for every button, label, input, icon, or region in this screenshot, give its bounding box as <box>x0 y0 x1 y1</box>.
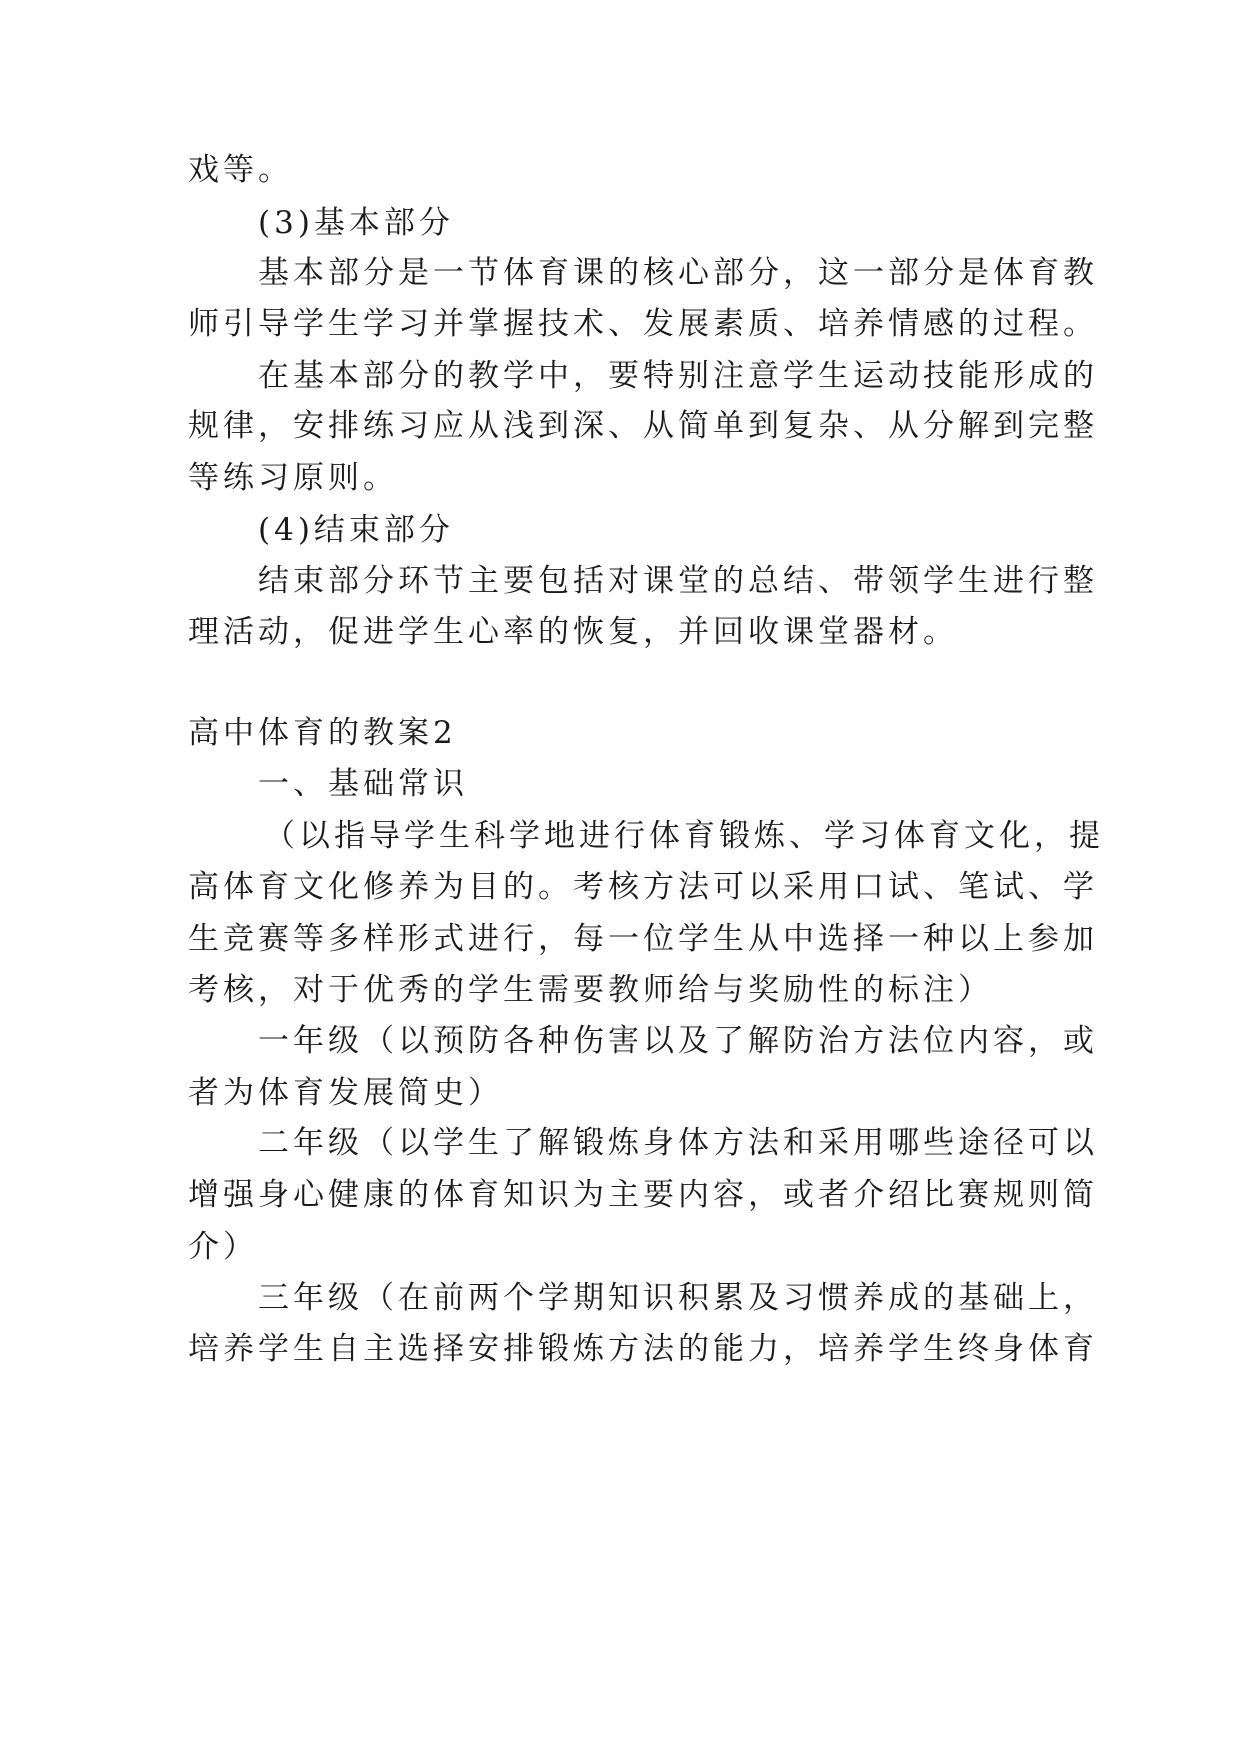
text-line: （以指导学生科学地进行体育锻炼、学习体育文化，提 <box>264 818 1104 854</box>
text-line: 结束部分环节主要包括对课堂的总结、带领学生进行整 <box>258 563 1098 599</box>
text-line: 在基本部分的教学中，要特别注意学生运动技能形成的 <box>258 358 1098 394</box>
text-line: 二年级（以学生了解锻炼身体方法和采用哪些途径可以 <box>258 1125 1098 1161</box>
section-heading: 一、基础常识 <box>258 766 468 802</box>
document-title: 高中体育的教案2 <box>188 715 457 751</box>
text-line: 基本部分是一节体育课的核心部分，这一部分是体育教 <box>258 255 1098 291</box>
text-line: 者为体育发展简史） <box>188 1075 503 1111</box>
text-line: 介） <box>188 1229 258 1265</box>
section-heading: (4)结束部分 <box>258 512 454 548</box>
text-line: 三年级（在前两个学期知识积累及习惯养成的基础上， <box>258 1280 1098 1316</box>
text-line: 高体育文化修养为目的。考核方法可以采用口试、笔试、学 <box>188 869 1098 905</box>
text-line: 生竞赛等多样形式进行，每一位学生从中选择一种以上参加 <box>188 921 1098 957</box>
text-line: 规律，安排练习应从浅到深、从简单到复杂、从分解到完整 <box>188 408 1098 444</box>
text-line: 增强身心健康的体育知识为主要内容，或者介绍比赛规则简 <box>188 1177 1098 1213</box>
section-heading: (3)基本部分 <box>258 205 454 241</box>
text-line: 考核，对于优秀的学生需要教师给与奖励性的标注） <box>188 972 993 1008</box>
text-line: 戏等。 <box>188 152 293 188</box>
text-line: 等练习原则。 <box>188 460 398 496</box>
text-line: 理活动，促进学生心率的恢复，并回收课堂器材。 <box>188 614 958 650</box>
text-line: 一年级（以预防各种伤害以及了解防治方法位内容，或 <box>258 1023 1098 1059</box>
text-line: 师引导学生学习并掌握技术、发展素质、培养情感的过程。 <box>188 306 1098 342</box>
text-line: 培养学生自主选择安排锻炼方法的能力，培养学生终身体育 <box>188 1331 1098 1367</box>
